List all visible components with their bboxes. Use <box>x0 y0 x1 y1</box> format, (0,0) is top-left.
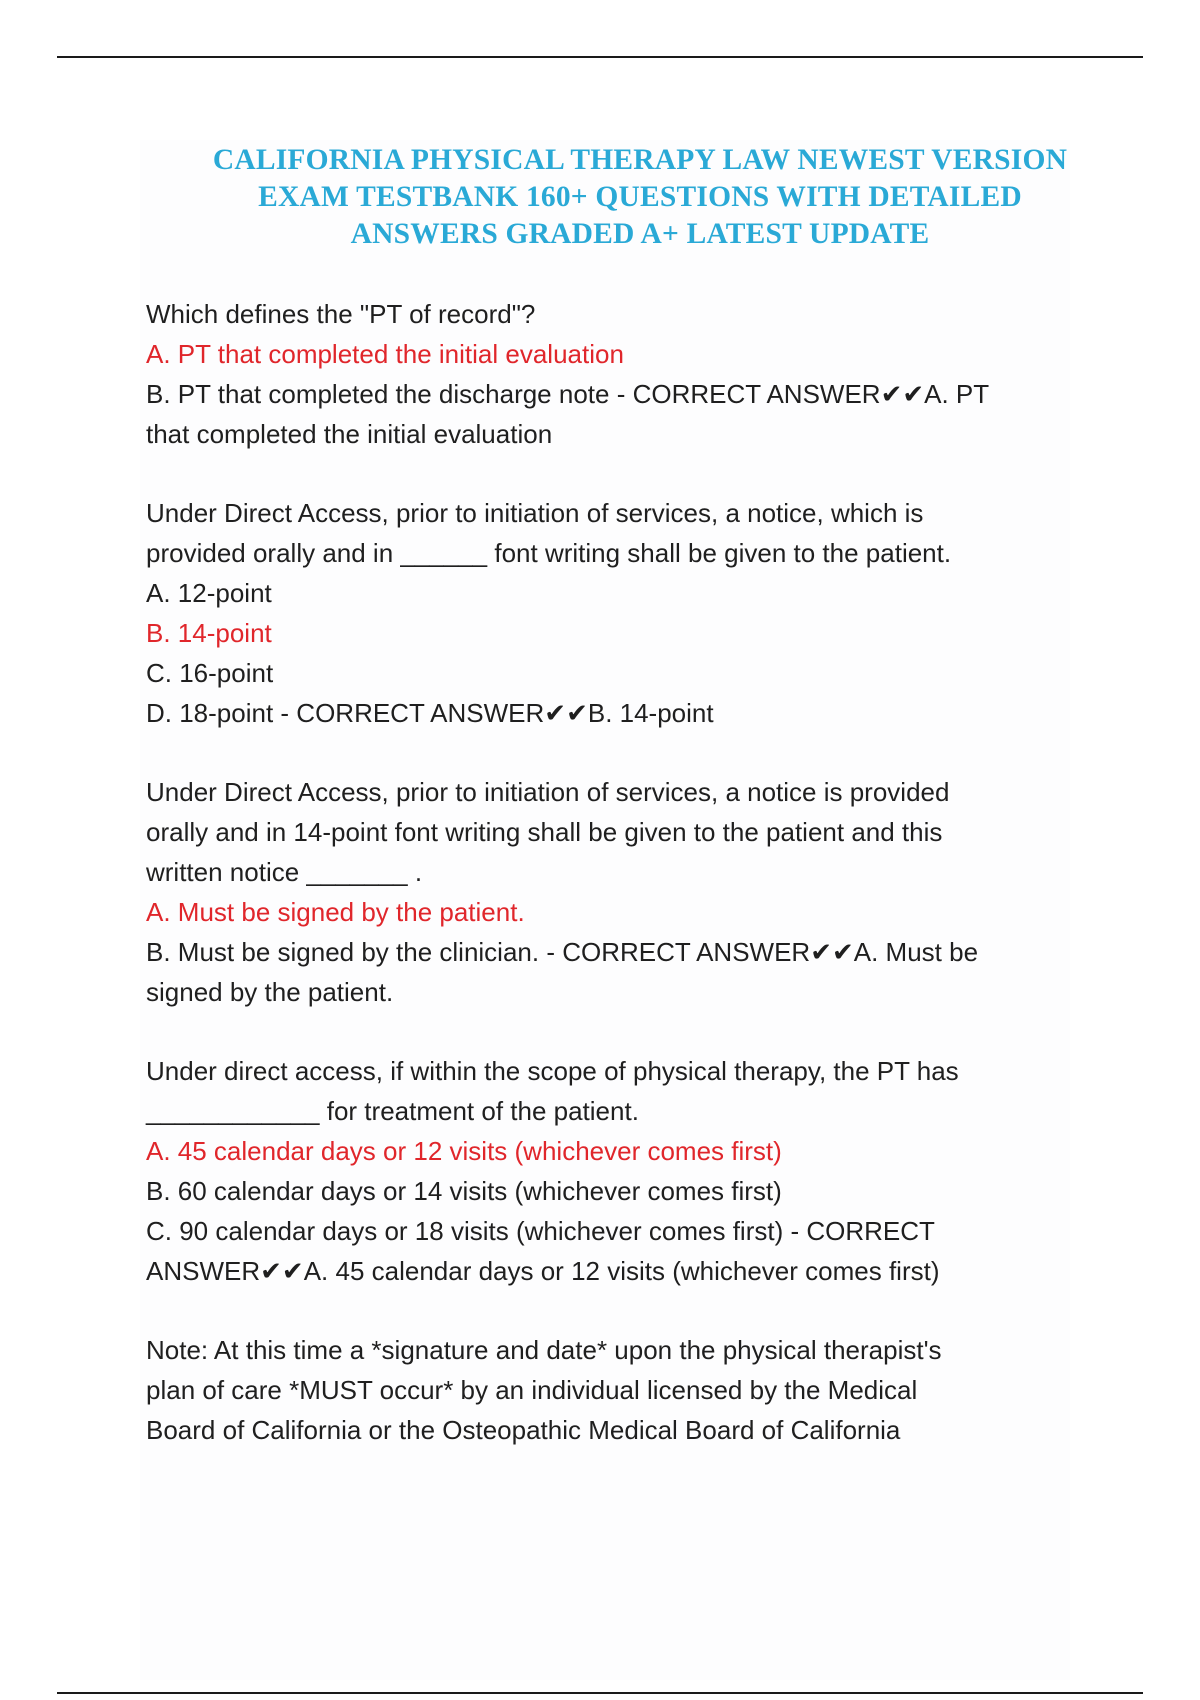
title-line: ANSWERS GRADED A+ LATEST UPDATE <box>350 218 930 250</box>
answer-line: D. 18-point - CORRECT ANSWER✔✔B. 14-point <box>146 698 714 728</box>
note-block <box>146 1330 1106 1450</box>
question-block <box>146 772 1106 1012</box>
question-block <box>146 493 1106 733</box>
answer-option: C. 16-point <box>146 658 274 688</box>
title-line: CALIFORNIA PHYSICAL THERAPY LAW NEWEST VERSION <box>212 144 1068 176</box>
question-line: Which defines the "PT of record"? <box>146 299 536 329</box>
highlighted-answer-option: A. 45 calendar days or 12 visits (whichever comes first) <box>146 1136 782 1166</box>
answer-line: signed by the patient. <box>146 977 394 1007</box>
answer-option: A. 12-point <box>146 578 272 608</box>
question-line: ____________ for treatment of the patient. <box>146 1096 639 1126</box>
answer-option: B. 60 calendar days or 14 visits (whichever comes first) <box>146 1176 782 1206</box>
highlighted-answer-option: B. 14-point <box>146 618 272 648</box>
title-line: EXAM TESTBANK 160+ QUESTIONS WITH DETAILED <box>258 181 1022 213</box>
question-block <box>146 1051 1106 1291</box>
answer-line: ANSWER✔✔A. 45 calendar days or 12 visits (whichever comes first) <box>146 1256 940 1286</box>
answer-line: B. Must be signed by the clinician. - CORRECT ANSWER✔✔A. Must be <box>146 937 979 967</box>
highlighted-answer-option: A. Must be signed by the patient. <box>146 897 525 927</box>
question-list <box>146 294 1106 1450</box>
question-line: written notice _______ . <box>146 857 423 887</box>
question-block <box>146 294 1106 454</box>
bottom-divider <box>57 1692 1143 1694</box>
document-title <box>140 142 1140 253</box>
note-line: Note: At this time a *signature and date* upon the physical therapist's <box>146 1335 942 1365</box>
note-line: plan of care *MUST occur* by an individual licensed by the Medical <box>146 1375 918 1405</box>
question-line: provided orally and in ______ font writing shall be given to the patient. <box>146 538 952 568</box>
question-line: Under direct access, if within the scope of physical therapy, the PT has <box>146 1056 959 1086</box>
note-line: Board of California or the Osteopathic Medical Board of California <box>146 1415 901 1445</box>
answer-line: that completed the initial evaluation <box>146 419 553 449</box>
question-line: orally and in 14-point font writing shall be given to the patient and this <box>146 817 943 847</box>
answer-line: B. PT that completed the discharge note - CORRECT ANSWER✔✔A. PT <box>146 379 990 409</box>
top-divider <box>57 56 1143 58</box>
question-line: Under Direct Access, prior to initiation of services, a notice is provided <box>146 777 950 807</box>
question-line: Under Direct Access, prior to initiation of services, a notice, which is <box>146 498 924 528</box>
highlighted-answer-option: A. PT that completed the initial evaluation <box>146 339 624 369</box>
answer-line: C. 90 calendar days or 18 visits (whichever comes first) - CORRECT <box>146 1216 935 1246</box>
